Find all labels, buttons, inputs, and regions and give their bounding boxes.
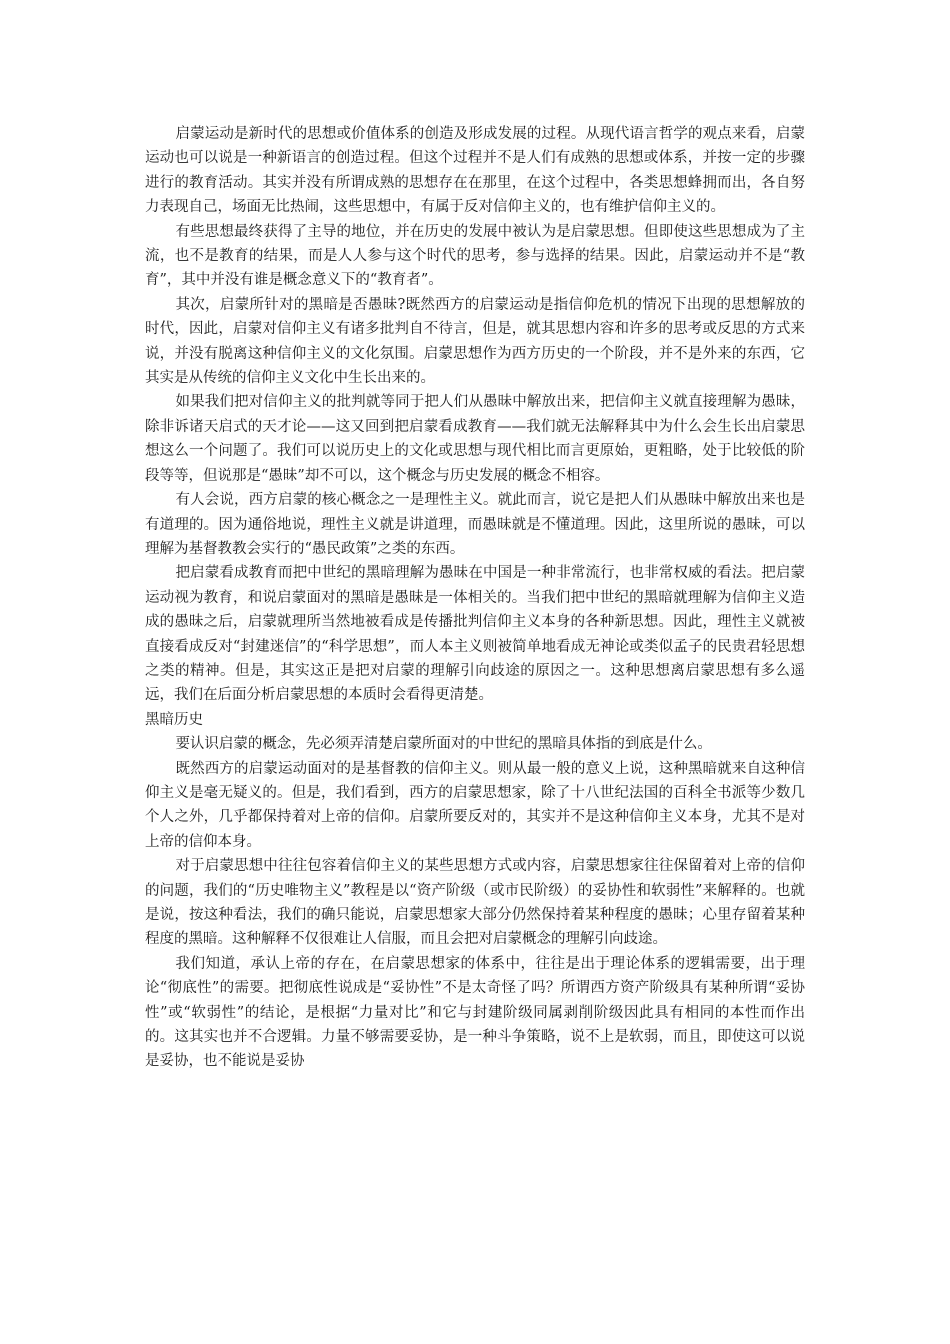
section-paragraph-2: 既然西方的启蒙运动面对的是基督教的信仰主义。则从最一般的意义上说，这种黑暗就来自这种信仰主义是毫无疑义的。但是，我们看到，西方的启蒙思想家，除了十八世纪法国的百科全书派等少数几个人之外，几乎都保持着对上帝的信仰。启蒙所要反对的，其实并不是这种信仰主义本身，尤其不是对上帝的信仰本身。	[145, 760, 805, 850]
paragraph-5: 有人会说，西方启蒙的核心概念之一是理性主义。就此而言，说它是把人们从愚昧中解放出来也是有道理的。因为通俗地说，理性主义就是讲道理，而愚昧就是不懂道理。因此，这里所说的愚昧，可以理解为基督教教会实行的“愚民政策”之类的东西。	[145, 492, 805, 557]
paragraph-6: 把启蒙看成教育而把中世纪的黑暗理解为愚昧在中国是一种非常流行，也非常权威的看法。把启蒙运动视为教育，和说启蒙面对的黑暗是愚昧是一体相关的。当我们把中世纪的黑暗就理解为信仰主义造成的愚昧之后，启蒙就理所当然地被看成是传播批判信仰主义本身的各种新思想。因此，理性主义就被直接看成反对“封建迷信”的“科学思想”，而人本主义则被简单地看成无神论或类似孟子的民贵君轻思想之类的精神。但是，其实这正是把对启蒙的理解引向歧途的原因之一。这种思想离启蒙思想有多么遥远，我们在后面分析启蒙思想的本质时会看得更清楚。	[145, 565, 805, 704]
section-paragraph-4: 我们知道，承认上帝的存在，在启蒙思想家的体系中，往往是出于理论体系的逻辑需要，出于理论“彻底性”的需要。把彻底性说成是“妥协性”不是太奇怪了吗？所谓西方资产阶级具有某种所谓“妥协性”或“软弱性”的结论，是根据“力量对比”和它与封建阶级同属剥削阶级因此具有相同的本性而作出的。这其实也并不合逻辑。力量不够需要妥协，是一种斗争策略，说不上是软弱，而且，即使这可以说是妥协，也不能说是妥协	[145, 955, 805, 1070]
paragraph-1: 启蒙运动是新时代的思想或价值体系的创造及形成发展的过程。从现代语言哲学的观点来看，启蒙运动也可以说是一种新语言的创造过程。但这个过程并不是人们有成熟的思想或体系，并按一定的步骤进行的教育活动。其实并没有所谓成熟的思想存在在那里，在这个过程中，各类思想蜂拥而出，各自努力表现自己，场面无比热闹，这些思想中，有属于反对信仰主义的，也有维护信仰主义的。	[145, 126, 805, 216]
paragraph-4: 如果我们把对信仰主义的批判就等同于把人们从愚昧中解放出来，把信仰主义就直接理解为愚昧，除非诉诸天启式的天才论——这又回到把启蒙看成教育——我们就无法解释其中为什么会生长出启蒙思想这么一个问题了。我们可以说历史上的文化或思想与现代相比而言更原始，更粗略，处于比较低的阶段等等，但说那是“愚昧”却不可以，这个概念与历史发展的概念不相容。	[145, 394, 805, 484]
paragraph-3: 其次，启蒙所针对的黑暗是否愚昧?既然西方的启蒙运动是指信仰危机的情况下出现的思想解放的时代，因此，启蒙对信仰主义有诸多批判自不待言，但是，就其思想内容和许多的思考或反思的方式来说，并没有脱离这种信仰主义的文化氛围。启蒙思想作为西方历史的一个阶段，并不是外来的东西，它其实是从传统的信仰主义文化中生长出来的。	[145, 296, 805, 387]
section-paragraph-1: 要认识启蒙的概念，先必须弄清楚启蒙所面对的中世纪的黑暗具体指的到底是什么。	[175, 736, 712, 753]
document-page	[145, 122, 805, 1074]
section-heading: 黑暗历史	[145, 711, 203, 728]
paragraph-2: 有些思想最终获得了主导的地位，并在历史的发展中被认为是启蒙思想。但即使这些思想成为了主流，也不是教育的结果，而是人人参与这个时代的思考，参与选择的结果。因此，启蒙运动并不是“教育”，其中并没有谁是概念意义下的“教育者”。	[145, 223, 805, 289]
section-paragraph-3: 对于启蒙思想中往往包容着信仰主义的某些思想方式或内容，启蒙思想家往往保留着对上帝的信仰的问题，我们的“历史唯物主义”教程是以“资产阶级（或市民阶级）的妥协性和软弱性”来解释的。也就是说，按这种看法，我们的确只能说，启蒙思想家大部分仍然保持着某种程度的愚昧；心里存留着某种程度的黑暗。这种解释不仅很难让人信服，而且会把对启蒙概念的理解引向歧途。	[145, 858, 805, 948]
